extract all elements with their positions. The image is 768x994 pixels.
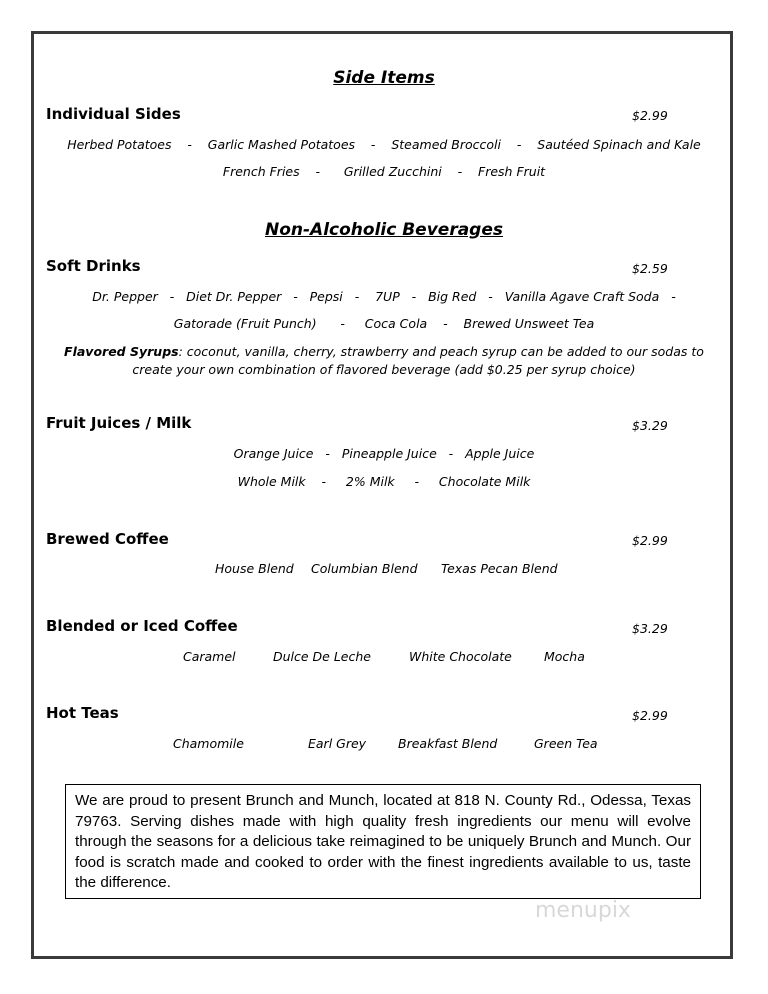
brewed-coffee-price: $2.99	[632, 533, 668, 548]
iced-coffee-item-caramel: Caramel	[183, 649, 236, 664]
sides-list-line-1: Herbed Potatoes - Garlic Mashed Potatoes - Steamed Broccoli - Sautéed Spinach and Kale	[67, 137, 701, 152]
iced-coffee-item-white-chocolate: White Chocolate	[409, 649, 512, 664]
juices-line-2: Whole Milk - 2% Milk - Chocolate Milk	[237, 474, 531, 489]
individual-sides-price: $2.99	[632, 108, 668, 123]
soft-drinks-price: $2.59	[632, 261, 668, 276]
soft-drinks-heading: Soft Drinks	[46, 257, 141, 275]
iced-coffee-price: $3.29	[632, 621, 668, 636]
coffee-item-texas-pecan-blend: Texas Pecan Blend	[441, 561, 558, 576]
restaurant-about-box	[65, 784, 701, 899]
flavored-syrups-text: : coconut, vanilla, cherry, strawberry and peach syrup can be added to our sodas to create your own combination of flavored beverage (add $0.25 per syrup choice)	[132, 344, 704, 377]
coffee-item-columbian-blend: Columbian Blend	[311, 561, 418, 576]
side-items-title: Side Items	[333, 68, 435, 88]
iced-coffee-heading: Blended or Iced Coffee	[46, 617, 238, 635]
brewed-coffee-heading: Brewed Coffee	[46, 530, 169, 548]
hot-teas-heading: Hot Teas	[46, 704, 119, 722]
tea-item-green-tea: Green Tea	[534, 736, 598, 751]
sides-list-line-2: French Fries - Grilled Zucchini - Fresh Fruit	[222, 164, 546, 179]
tea-item-breakfast-blend: Breakfast Blend	[398, 736, 498, 751]
juices-line-1: Orange Juice - Pineapple Juice - Apple Juice	[233, 446, 535, 461]
fruit-juices-heading: Fruit Juices / Milk	[46, 414, 192, 432]
soft-drinks-line-2: Gatorade (Fruit Punch) - Coca Cola - Brewed Unsweet Tea	[173, 316, 595, 331]
menupix-watermark: menupix	[535, 898, 631, 923]
tea-item-earl-grey: Earl Grey	[308, 736, 367, 751]
coffee-item-house-blend: House Blend	[215, 561, 294, 576]
tea-item-chamomile: Chamomile	[173, 736, 244, 751]
iced-coffee-item-dulce-de-leche: Dulce De Leche	[273, 649, 371, 664]
beverages-title: Non-Alcoholic Beverages	[264, 220, 503, 240]
flavored-syrups-note	[46, 343, 722, 379]
individual-sides-heading: Individual Sides	[46, 105, 181, 123]
flavored-syrups-label: Flavored Syrups	[64, 344, 179, 359]
soft-drinks-line-1: Dr. Pepper - Diet Dr. Pepper - Pepsi - 7UP - Big Red - Vanilla Agave Craft Soda -	[92, 289, 676, 304]
iced-coffee-item-mocha: Mocha	[544, 649, 585, 664]
hot-teas-price: $2.99	[632, 708, 668, 723]
about-text: We are proud to present Brunch and Munch, located at 818 N. County Rd., Odessa, Texas 79763. Serving dishes made with high quality fresh ingredients our menu will evolve through the seasons for a delicious take reimagined to be uniquely Brunch and Munch. Our food is scratch made and cooked to order with the finest ingredients available to us, taste the difference.	[75, 792, 691, 891]
fruit-juices-price: $3.29	[632, 418, 668, 433]
